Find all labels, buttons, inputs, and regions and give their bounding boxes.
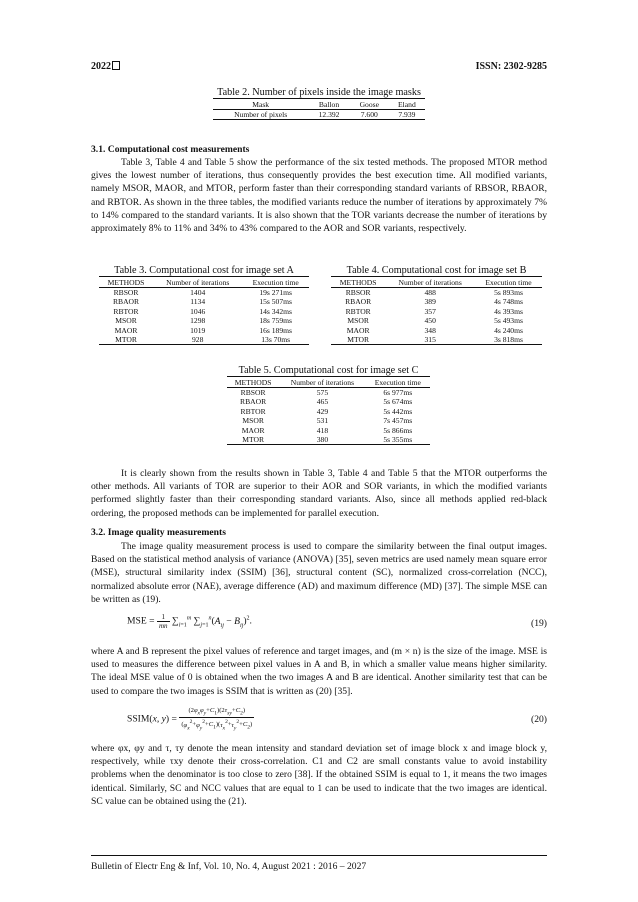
footer-rule bbox=[91, 855, 547, 856]
column-header: Mask bbox=[213, 99, 308, 110]
table-cell: 14s 342ms bbox=[259, 306, 293, 316]
table-row bbox=[227, 397, 430, 406]
table-row bbox=[99, 288, 309, 298]
table-cell: RBAOR bbox=[240, 397, 267, 407]
table-cell: 7s 457ms bbox=[383, 416, 413, 426]
column-header: Number of iterations bbox=[153, 277, 242, 288]
footer-citation: Bulletin of Electr Eng & Inf, Vol. 10, No. 4, August 2021 : 2016 – 2027 bbox=[91, 861, 367, 872]
table-cell: MAOR bbox=[114, 325, 138, 335]
table-cell: 19s 271ms bbox=[259, 288, 293, 297]
table-cell: RBSOR bbox=[240, 388, 266, 397]
table-row bbox=[331, 297, 542, 306]
equation-mse: MSE = $\frac{1}{mn}$ $\sum_{i=1}^m$ $\sum_{j=1}^n(A_{ij} - B_{ij})^2$. bbox=[127, 613, 252, 630]
table-cell: 429 bbox=[316, 406, 329, 416]
table-row bbox=[331, 335, 542, 345]
table-cell: 380 bbox=[279, 435, 365, 445]
table-cell: 13s 70ms bbox=[242, 335, 309, 345]
column-header: METHODS bbox=[331, 277, 385, 288]
section-title-3-2: 3.2. Image quality measurements bbox=[91, 527, 226, 538]
column-header: Execution time bbox=[242, 277, 309, 288]
table-cell: 1298 bbox=[190, 316, 206, 326]
table4 bbox=[331, 276, 542, 345]
table-cell: RBSOR bbox=[345, 288, 371, 297]
table-cell: 4s 748ms bbox=[494, 297, 523, 307]
table3-caption: Table 3. Computational cost for image set A bbox=[114, 265, 294, 276]
table-cell: 15s 507ms bbox=[259, 297, 293, 307]
equation-number-19: (19) bbox=[531, 618, 547, 629]
paragraph-image-quality: The image quality measurement process is used to compare the similarity between the final output images. Based on the statistical method analysis of variance (ANOVA) [35], seven metrics are used namely mean square error (MSE), structural similarity index (SSIM) [36], structural content (SC), normalized cross-correlation (NCC), normalized absolute error (NAE), average difference (AD) and maximum difference (MD) [37]. The simple MSE can be written as (19). bbox=[91, 541, 547, 605]
table-cell: 450 bbox=[424, 316, 436, 326]
table-row bbox=[99, 307, 309, 316]
table-cell: MTOR bbox=[99, 335, 153, 345]
column-header: METHODS bbox=[227, 377, 279, 388]
table-cell: 465 bbox=[316, 397, 329, 407]
table-cell: Number of pixels bbox=[213, 110, 308, 120]
table-cell: 1134 bbox=[190, 297, 206, 307]
table-cell: 357 bbox=[424, 306, 436, 316]
table-cell: 1404 bbox=[190, 288, 206, 297]
table-cell: 6s 977ms bbox=[383, 388, 413, 397]
table-cell: RBAOR bbox=[345, 297, 372, 307]
equation-number-20: (20) bbox=[531, 714, 547, 725]
table2 bbox=[213, 98, 425, 120]
equation-ssim: SSIM(x, y) = $\frac{(2\varphi_x\varphi_y+C_1)(2\tau_{xy}+C_2)}{(\varphi_x^2+\varphi_y^2+C_1)(\tau_x^2+\tau_y^2+C_2)}$ bbox=[127, 707, 253, 731]
table-cell: 488 bbox=[424, 288, 436, 297]
column-header: Execution time bbox=[475, 277, 542, 288]
table-cell: 531 bbox=[316, 416, 329, 426]
paragraph-mse-description: where A and B represent the pixel values of reference and target images, and (m × n) is the size of the image. MSE is used to measures the difference between pixel values in A and B, in which a smaller value means higher similarity. The ideal MSE value of 0 is obtained when the two images A and B are identical. Another similarity test that can be used to compare the two images is SSIM that is written as (20) [35]. bbox=[91, 646, 547, 697]
column-header: Goose bbox=[350, 99, 389, 110]
table3 bbox=[99, 276, 309, 345]
table-cell: 16s 189ms bbox=[259, 325, 293, 335]
column-header: Execution time bbox=[366, 377, 430, 388]
table-cell: RBAOR bbox=[112, 297, 140, 307]
paragraph-computational-cost: Table 3, Table 4 and Table 5 show the performance of the six tested methods. The proposed MTOR method gives the lowest number of iterations, thus consequently provides the best execution time. All modified variants, namely MSOR, MAOR, and MTOR, perform faster than their corresponding standard variants of RBSOR, RBAOR, and RBTOR. As shown in the three tables, the modified variants reduce the number of iterations by approximately 7% to 14% compared to the standard variants. It is also shown that the TOR variants decrease the number of iterations by approximately 8% to 11% and 34% to 43% compared to the AOR and SOR variants, respectively. bbox=[91, 157, 547, 235]
table-row bbox=[227, 416, 430, 425]
table-cell: MSOR bbox=[115, 316, 137, 326]
table-row bbox=[227, 435, 430, 445]
table-row bbox=[331, 307, 542, 316]
table-cell: 4s 393ms bbox=[494, 306, 523, 316]
table-cell: MSOR bbox=[242, 416, 264, 426]
table-cell: RBTOR bbox=[240, 406, 266, 416]
table-cell: MTOR bbox=[227, 435, 279, 445]
box-glyph-icon bbox=[112, 61, 120, 70]
header-issn: ISSN: 2302-9285 bbox=[475, 61, 547, 72]
table-row bbox=[227, 407, 430, 416]
table4-block bbox=[331, 265, 542, 345]
table-cell: 928 bbox=[153, 335, 242, 345]
table-row bbox=[227, 388, 430, 398]
table2-block bbox=[213, 87, 425, 120]
table-row bbox=[331, 288, 542, 298]
table-cell: 389 bbox=[424, 297, 436, 307]
table-cell: 5s 866ms bbox=[383, 425, 413, 435]
table-cell: 5s 355ms bbox=[366, 435, 430, 445]
column-header: Ballon bbox=[308, 99, 349, 110]
table-cell: RBSOR bbox=[113, 288, 139, 297]
table-cell: 315 bbox=[385, 335, 475, 345]
paragraph-ssim-description: where φx, φy and τ, τy denote the mean intensity and standard deviation set of image block x and image block y, respectively, while τxy denote their cross-correlation. C1 and C2 are small constants value to avoid instability problems when the denominator is too close to zero [38]. If the obtained SSIM is equal to 1, it means the two images identical. Similarly, SC and NCC values that are equal to 1 can be used to indicate that the two images are identical. SC value can be obtained using the (21). bbox=[91, 743, 547, 807]
table-row bbox=[99, 297, 309, 306]
table-cell: 348 bbox=[424, 325, 436, 335]
table-cell: 18s 759ms bbox=[259, 316, 293, 326]
table4-caption: Table 4. Computational cost for image set B bbox=[346, 265, 527, 276]
table-cell: RBTOR bbox=[345, 306, 371, 316]
table5-caption: Table 5. Computational cost for image set C bbox=[238, 365, 419, 376]
table-cell: 5s 493ms bbox=[494, 316, 523, 326]
table5-block bbox=[227, 365, 430, 445]
column-header: Number of iterations bbox=[279, 377, 365, 388]
table-cell: 1019 bbox=[190, 325, 206, 335]
table-cell: 5s 442ms bbox=[383, 406, 413, 416]
table-cell: MAOR bbox=[241, 425, 265, 435]
table-cell: 3s 818ms bbox=[475, 335, 542, 345]
table-row bbox=[99, 335, 309, 345]
table-cell: 5s 674ms bbox=[383, 397, 413, 407]
table-cell: 7.939 bbox=[389, 110, 425, 120]
table-row bbox=[331, 316, 542, 325]
table-row bbox=[227, 426, 430, 435]
paragraph-results: It is clearly shown from the results shown in Table 3, Table 4 and Table 5 that the MTOR outperforms the other methods. All variants of TOR are superior to their AOR and SOR variants, in which the modified variants performed slightly faster than their corresponding standard variants. Also, since all methods applied red-black ordering, the proposed methods can be implemented for parallel execution. bbox=[91, 468, 547, 519]
column-header: METHODS bbox=[99, 277, 153, 288]
table-cell: MAOR bbox=[346, 325, 370, 335]
table-row bbox=[213, 110, 425, 120]
column-header: Eland bbox=[389, 99, 425, 110]
table-cell: RBTOR bbox=[113, 306, 139, 316]
section-title-3-1: 3.1. Computational cost measurements bbox=[91, 144, 250, 155]
table3-block bbox=[99, 265, 309, 345]
table-cell: 418 bbox=[316, 425, 329, 435]
table-cell: MSOR bbox=[347, 316, 369, 326]
table-cell: 4s 240ms bbox=[494, 325, 523, 335]
table-cell: 7.600 bbox=[350, 110, 389, 120]
table-row bbox=[99, 326, 309, 335]
table-cell: 12.392 bbox=[308, 110, 349, 120]
table-cell: 1046 bbox=[190, 306, 206, 316]
table-cell: MTOR bbox=[331, 335, 385, 345]
table-cell: 575 bbox=[316, 388, 329, 397]
table-cell: 5s 893ms bbox=[494, 288, 523, 297]
table-row bbox=[331, 326, 542, 335]
column-header: Number of iterations bbox=[385, 277, 475, 288]
header-year: 2022 bbox=[91, 61, 120, 72]
table5 bbox=[227, 376, 430, 445]
table2-caption: Table 2. Number of pixels inside the image masks bbox=[217, 87, 421, 98]
table-row bbox=[99, 316, 309, 325]
